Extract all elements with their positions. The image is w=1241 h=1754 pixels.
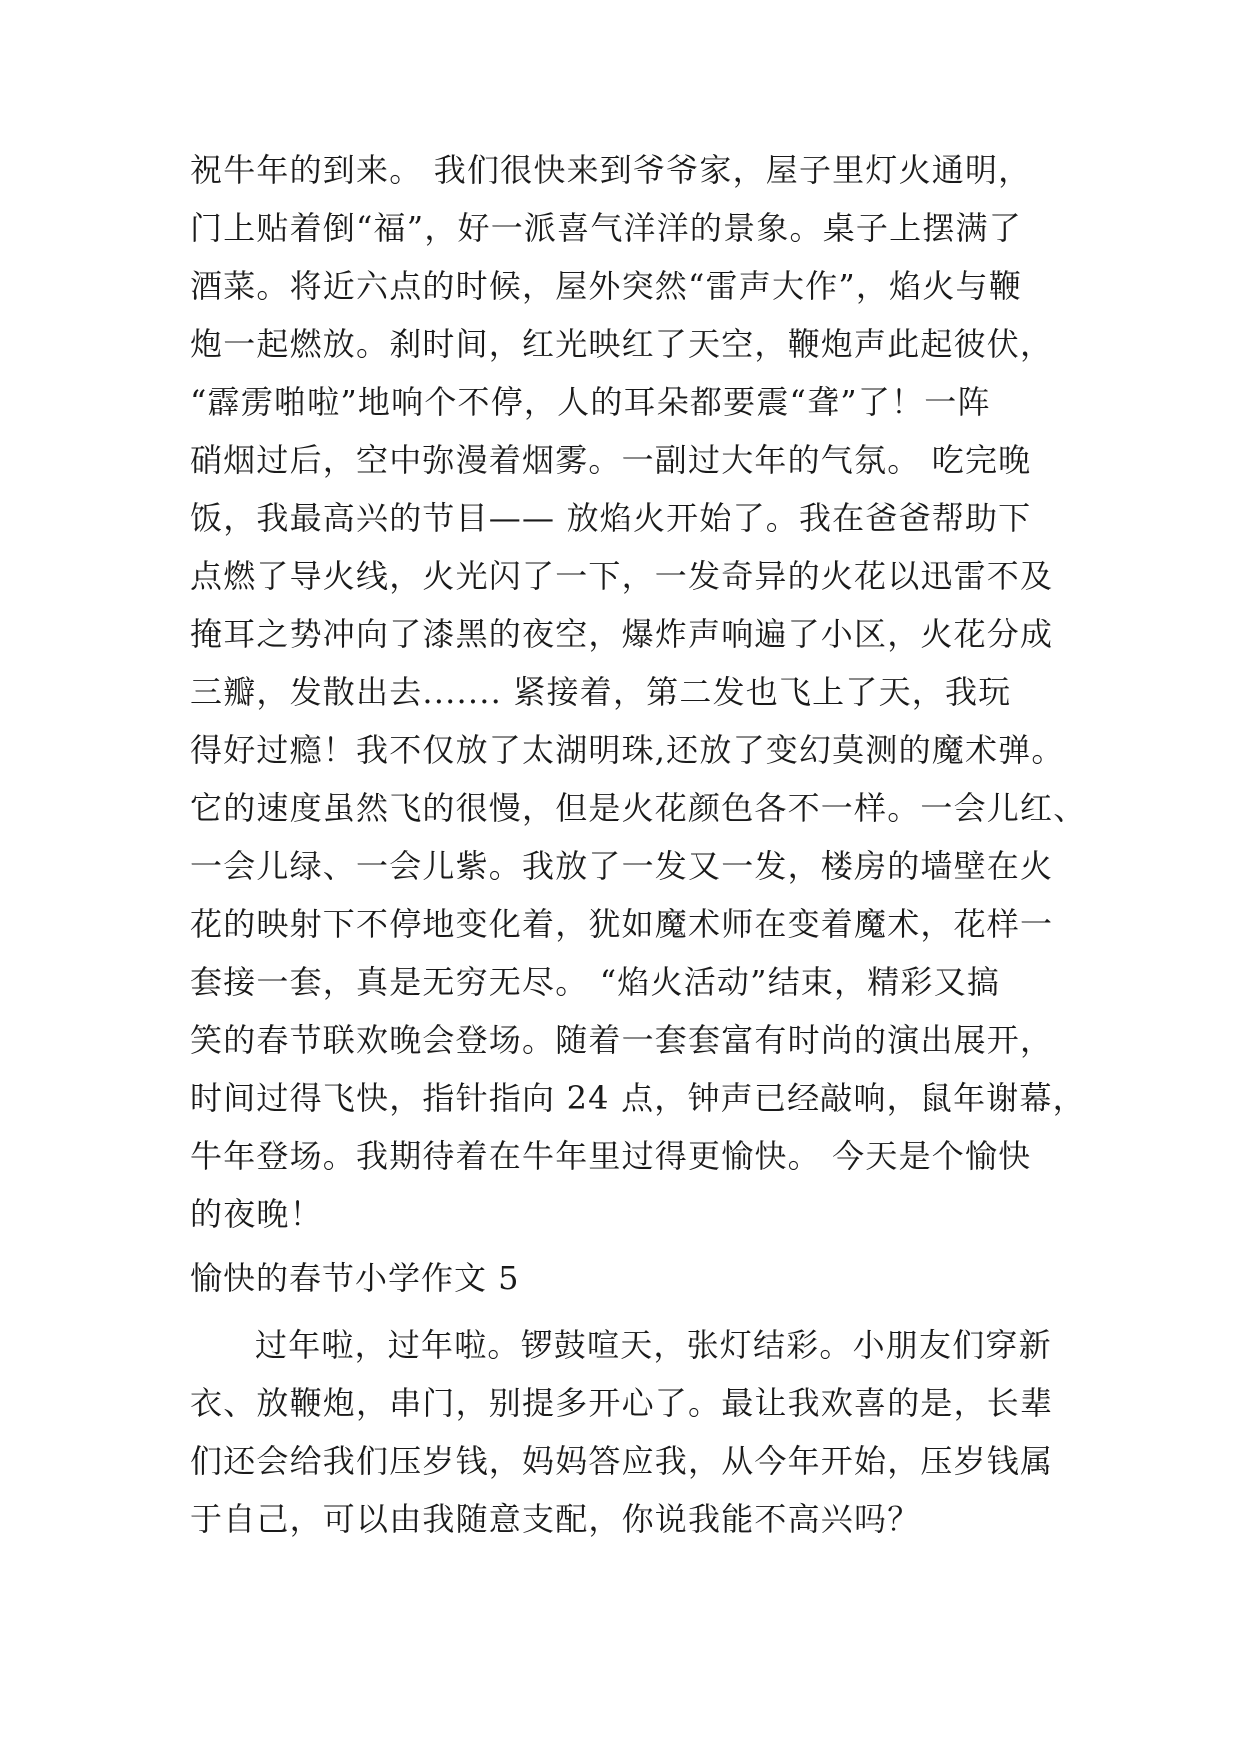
paragraph-line: 时间过得飞快，指针指向 24 点，钟声已经敲响，鼠年谢幕， — [190, 1079, 1086, 1117]
paragraph-line: “霹雳啪啦”地响个不停，人的耳朵都要震“聋”了！一阵 — [190, 383, 991, 421]
paragraph-line: 笑的春节联欢晚会登场。随着一套套富有时尚的演出展开， — [190, 1021, 1054, 1059]
paragraph-line: 一会儿绿、一会儿紫。我放了一发又一发，楼房的墙壁在火 — [190, 847, 1054, 885]
paragraph-line: 的夜晚！ — [190, 1195, 323, 1233]
paragraph-line: 们还会给我们压岁钱，妈妈答应我，从今年开始，压岁钱属 — [190, 1442, 1054, 1480]
paragraph-line: 牛年登场。我期待着在牛年里过得更愉快。 今天是个愉快 — [190, 1137, 1032, 1175]
paragraph-line: 酒菜。将近六点的时候，屋外突然“雷声大作”，焰火与鞭 — [190, 267, 1022, 305]
paragraph-line: 三瓣，发散出去....... 紧接着，第二发也飞上了天，我玩 — [190, 673, 1012, 711]
paragraph-line: 花的映射下不停地变化着，犹如魔术师在变着魔术，花样一 — [190, 905, 1054, 943]
section-heading: 愉快的春节小学作文 5 — [190, 1259, 520, 1297]
paragraph-line: 套接一套，真是无穷无尽。 “焰火活动”结束，精彩又搞 — [190, 963, 1001, 1001]
paragraph-line: 门上贴着倒“福”，好一派喜气洋洋的景象。桌子上摆满了 — [190, 209, 1022, 247]
paragraph-line: 点燃了导火线，火光闪了一下，一发奇异的火花以迅雷不及 — [190, 557, 1054, 595]
paragraph-line: 于自己，可以由我随意支配，你说我能不高兴吗？ — [190, 1500, 921, 1538]
paragraph-line: 过年啦，过年啦。锣鼓喧天，张灯结彩。小朋友们穿新 — [255, 1326, 1052, 1364]
paragraph-line: 掩耳之势冲向了漆黑的夜空，爆炸声响遍了小区，火花分成 — [190, 615, 1054, 653]
paragraph-line: 祝牛年的到来。 我们很快来到爷爷家，屋子里灯火通明， — [190, 151, 1032, 189]
paragraph-line: 得好过瘾！我不仅放了太湖明珠,还放了变幻莫测的魔术弹。 — [190, 731, 1065, 769]
paragraph-line: 饭，我最高兴的节目—— 放焰火开始了。我在爸爸帮助下 — [190, 499, 1032, 537]
paragraph-line: 衣、放鞭炮，串门，别提多开心了。最让我欢喜的是，长辈 — [190, 1384, 1054, 1422]
paragraph-line: 硝烟过后，空中弥漫着烟雾。一副过大年的气氛。 吃完晚 — [190, 441, 1032, 479]
paragraph-line: 它的速度虽然飞的很慢，但是火花颜色各不一样。一会儿红、 — [190, 789, 1087, 827]
paragraph-line: 炮一起燃放。刹时间，红光映红了天空，鞭炮声此起彼伏， — [190, 325, 1054, 363]
